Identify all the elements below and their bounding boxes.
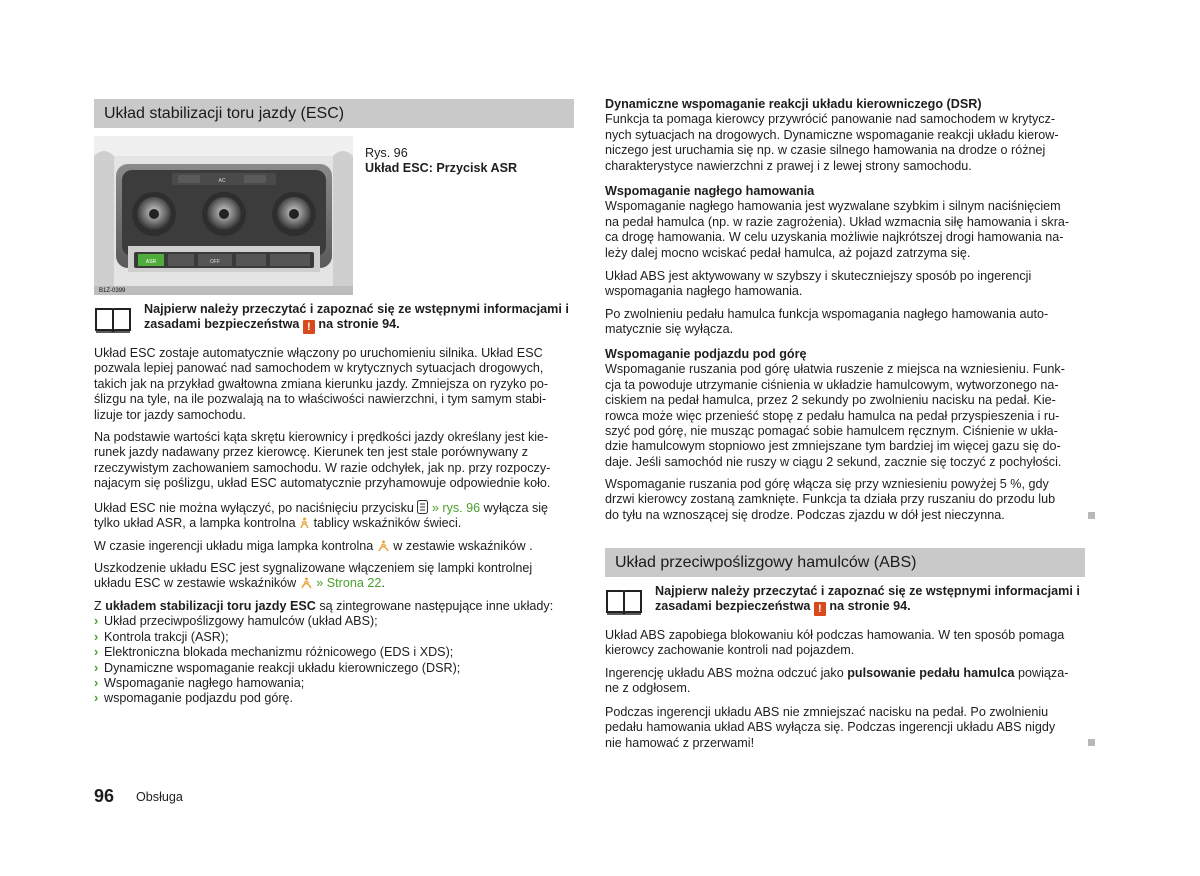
- text-line: nie hamować z przerwami!: [605, 735, 755, 750]
- warning-badge-icon: !: [303, 320, 315, 334]
- text-span: wyłącza się: [483, 501, 549, 515]
- text-span: w zestawie wskaźników .: [393, 539, 533, 553]
- text-span: tylko układ ASR, a lampka kontrolna: [94, 516, 296, 531]
- esc-paragraph-1: [94, 346, 574, 423]
- text-line: niczego jest uruchamia się np. w czasie silnego hamowania na drodze o różnej: [605, 143, 1046, 158]
- chevron-right-icon: ›: [94, 691, 99, 706]
- text-span-bold: pulsowanie pedału hamulca: [847, 666, 1015, 680]
- abs-section-heading: Układ przeciwpoślizgowy hamulców (ABS): [605, 548, 1085, 577]
- warning-line2-pre: zasadami bezpieczeństwa: [655, 599, 811, 614]
- text-line: wspomagania nagłego hamowania.: [605, 284, 803, 299]
- text-line: takich jak na przykład gwałtowna zmiana kierunku jazdy. Zmniejsza on ryzyko po-: [94, 376, 549, 391]
- abs-paragraph-3: [605, 705, 1085, 751]
- text-span: Z: [94, 599, 102, 613]
- list-item: [94, 676, 574, 691]
- abs-paragraph-1: [605, 628, 1085, 659]
- figure-photo-climate-panel: [94, 136, 353, 295]
- text-line: Funkcja ta pomaga kierowcy przywrócić panowanie nad samochodem w krytycz-: [605, 112, 1056, 127]
- text-line: szyć pod górę, nie musząc pomagać sobie hamulcem ręcznym. Ciśnienie w ukła-: [605, 424, 1058, 439]
- esc-paragraph-3: [94, 500, 574, 532]
- book-icon: [94, 305, 132, 335]
- text-line: Po zwolnieniu pedału hamulca funkcja wspomagania nagłego hamowania auto-: [605, 307, 1049, 321]
- hill-assist-paragraph-2: [605, 477, 1085, 523]
- text-line: matycznie się wyłącza.: [605, 322, 734, 337]
- list-item: [94, 691, 574, 706]
- warning-badge-icon: !: [814, 602, 826, 616]
- text-line: na pedał hamulca (np. w razie zagrożenia). Układ wzmacnia siłę hamowania i skra-: [605, 214, 1070, 229]
- text-line: Uszkodzenie układu ESC jest sygnalizowane włączeniem się lampki kontrolnej: [94, 561, 533, 575]
- brake-assist-title: Wspomaganie nagłego hamowania: [605, 184, 815, 198]
- list-item-text: Elektroniczna blokada mechanizmu różnicowego (EDS i XDS);: [104, 645, 454, 660]
- page-footer: [94, 786, 183, 806]
- text-span: .: [381, 576, 385, 591]
- climate-control-panel-illustration: [94, 136, 353, 295]
- text-line: Układ ABS zapobiega blokowaniu kół podczas hamowania. W ten sposób pomaga: [605, 628, 1065, 642]
- off-button-label: OFF: [210, 259, 220, 265]
- text-line: pedału hamowania układ ABS wyłącza się. Podczas ingerencji układu ABS nigdy: [605, 720, 1056, 735]
- chevron-right-icon: ›: [94, 629, 99, 644]
- warning-line2-pre: zasadami bezpieczeństwa: [144, 317, 300, 332]
- text-line: Na podstawie wartości kąta skrętu kierownicy i prędkości jazdy określany jest kie-: [94, 430, 549, 444]
- text-span: powiąza-: [1018, 666, 1069, 680]
- left-warning-note: [94, 302, 574, 334]
- esc-fault-lamp-icon: [300, 577, 313, 589]
- figure-96: [94, 136, 574, 295]
- ac-button-label: AC: [218, 178, 226, 184]
- esc-paragraph-2: [94, 430, 574, 492]
- text-line: leży dalej mocno wciskać pedał hamulca, aż pojazd zatrzyma się.: [605, 245, 971, 260]
- text-line: Układ ESC zostaje automatycznie włączony po uruchomieniu silnika. Układ ESC: [94, 346, 543, 360]
- text-line: najacym się poślizgu, układ ESC automatycznie przyhamowuje odpowiednie koło.: [94, 476, 551, 491]
- brake-assist-paragraph-2: [605, 269, 1085, 300]
- page-number: 96: [94, 786, 115, 806]
- brake-assist-section: [605, 184, 1085, 261]
- text-line: runek jazdy nadawany przez kierowcę. Kierunek ten jest stale porównywany z: [94, 445, 529, 460]
- right-warning-note: [605, 584, 1085, 616]
- text-line: dzie hamulcowym stopniowo jest zmniejszane tym bardziej im więcej gazu się do-: [605, 439, 1061, 454]
- text-line: drzwi kierowcy zostaną zamknięte. Funkcja ta działa przy ruszaniu do przodu lub: [605, 492, 1056, 507]
- warning-page-ref[interactable]: na stronie 94.: [318, 317, 400, 332]
- esc-paragraph-4: [94, 539, 574, 554]
- hill-assist-section: [605, 347, 1085, 470]
- warning-line1: Najpierw należy przeczytać i zapoznać się ze wstępnymi informacjami i: [144, 302, 569, 316]
- asr-button-label: ASR: [145, 259, 157, 265]
- text-line: rzeczywistym zachowaniem samochodu. W razie odchyłek, jak np. przy rozpoczy-: [94, 460, 551, 475]
- text-line: lizuje tor jazdy samochodu.: [94, 407, 246, 422]
- chevron-right-icon: ›: [94, 614, 99, 629]
- text-line: Wspomaganie ruszania pod górę włącza się przy wzniesieniu powyżej 5 %, gdy: [605, 477, 1049, 491]
- text-span: Ingerencję układu ABS można odczuć jako: [605, 666, 844, 680]
- text-span: układu ESC w zestawie wskaźników: [94, 576, 297, 591]
- figure-caption-number: Rys. 96: [365, 146, 408, 160]
- text-span: Układ ESC nie można wyłączyć, po naciśnięciu przycisku: [94, 501, 414, 515]
- text-span: są zintegrowane następujące inne układy:: [319, 599, 554, 613]
- section-end-marker: [1088, 512, 1095, 519]
- text-line: daje. Jeśli samochód nie ruszy w ciągu 2 sekund, zacznie się toczyć z pochyłości.: [605, 454, 1062, 469]
- list-item-text: Wspomaganie nagłego hamowania;: [104, 676, 305, 691]
- list-item-text: Dynamiczne wspomaganie reakcji układu kierowniczego (DSR);: [104, 660, 461, 675]
- text-line: ca drogę hamowania. W celu uzyskania możliwie najkrótszej drogi hamowania na-: [605, 230, 1064, 245]
- text-span-bold: układem stabilizacji toru jazdy ESC: [105, 599, 316, 613]
- text-line: Układ ABS jest aktywowany w szybszy i skuteczniejszy sposób po ingerencji: [605, 269, 1032, 283]
- esc-integrated-systems: [94, 599, 574, 707]
- list-item: [94, 614, 574, 629]
- footer-section-name: Obsługa: [136, 790, 183, 804]
- abs-paragraph-2: [605, 666, 1085, 697]
- text-span: W czasie ingerencji układu miga lampka kontrolna: [94, 539, 374, 553]
- text-span: tablicy wskaźników świeci.: [313, 516, 462, 531]
- text-line: Wspomaganie nagłego hamowania jest wyzwalane szybkim i silnym naciśnięciem: [605, 199, 1061, 214]
- text-line: ślizgu na tyle, na ile pozwalają na to właściwości nawierzchni, i tym samym stabi-: [94, 392, 547, 407]
- dsr-title: Dynamiczne wspomaganie reakcji układu kierowniczego (DSR): [605, 97, 982, 111]
- figure-caption-title: Układ ESC: Przycisk ASR: [365, 161, 518, 176]
- esc-section-heading: Układ stabilizacji toru jazdy (ESC): [94, 99, 574, 128]
- text-line: charakterystyce nawierzchni z prawej i z lewej strony samochodu.: [605, 158, 972, 173]
- esc-warning-lamp-icon: [299, 517, 310, 529]
- text-line: Wspomaganie ruszania pod górę ułatwia ruszenie z miejsca na wzniesieniu. Funk-: [605, 362, 1065, 377]
- text-line: kierowcy zachowanie kontroli nad pojazdem.: [605, 643, 855, 658]
- page-22-link[interactable]: » Strona 22: [316, 576, 382, 591]
- text-line: rowca może więc przenieść stopę z pedału hamulca na pedał przyspieszenia i ru-: [605, 408, 1060, 423]
- text-line: cja ta powoduje utrzymanie ciśnienia w układzie hamulcowym, wytworzonego na-: [605, 377, 1059, 392]
- section-end-marker: [1088, 739, 1095, 746]
- chevron-right-icon: ›: [94, 645, 99, 660]
- dsr-section: [605, 97, 1085, 174]
- book-icon: [605, 587, 643, 617]
- hill-assist-title: Wspomaganie podjazdu pod górę: [605, 347, 807, 361]
- text-line: do tyłu na wznoszącej się drodze. Podczas zjazdu w dół jest nieczynna.: [605, 507, 1005, 522]
- list-item: [94, 645, 574, 660]
- brake-assist-paragraph-3: [605, 307, 1085, 338]
- figure-96-link[interactable]: » rys. 96: [431, 501, 481, 515]
- text-line: ne z odgłosem.: [605, 681, 691, 696]
- warning-page-ref[interactable]: na stronie 94.: [829, 599, 911, 614]
- esc-blink-lamp-icon: [377, 540, 390, 552]
- chevron-right-icon: ›: [94, 676, 99, 691]
- list-item: [94, 630, 574, 645]
- warning-line1: Najpierw należy przeczytać i zapoznać się ze wstępnymi informacjami i: [655, 584, 1080, 598]
- figure-caption: [365, 146, 574, 177]
- list-item-text: Kontrola trakcji (ASR);: [104, 629, 229, 644]
- asr-button-icon: [417, 500, 428, 514]
- chevron-right-icon: ›: [94, 660, 99, 675]
- text-line: pozwala lepiej panować nad samochodem w krytycznych sytuacjach drogowych,: [94, 361, 544, 376]
- esc-paragraph-5: [94, 561, 574, 592]
- list-item-text: Układ przeciwpoślizgowy hamulców (układ ABS);: [104, 614, 378, 629]
- figure-code: B1Z-0399: [99, 288, 126, 294]
- text-line: ciskiem na pedał hamulca, przez 2 sekundy po zwolnieniu nacisku na pedał. Kie-: [605, 393, 1056, 408]
- list-item-text: wspomaganie podjazdu pod górę.: [104, 691, 294, 706]
- list-item: [94, 661, 574, 676]
- text-line: Podczas ingerencji układu ABS nie zmniejszać nacisku na pedał. Po zwolnieniu: [605, 705, 1049, 719]
- text-line: nych sytuacjach na drogowych. Dynamiczne wspomaganie reakcji układu kierow-: [605, 127, 1059, 142]
